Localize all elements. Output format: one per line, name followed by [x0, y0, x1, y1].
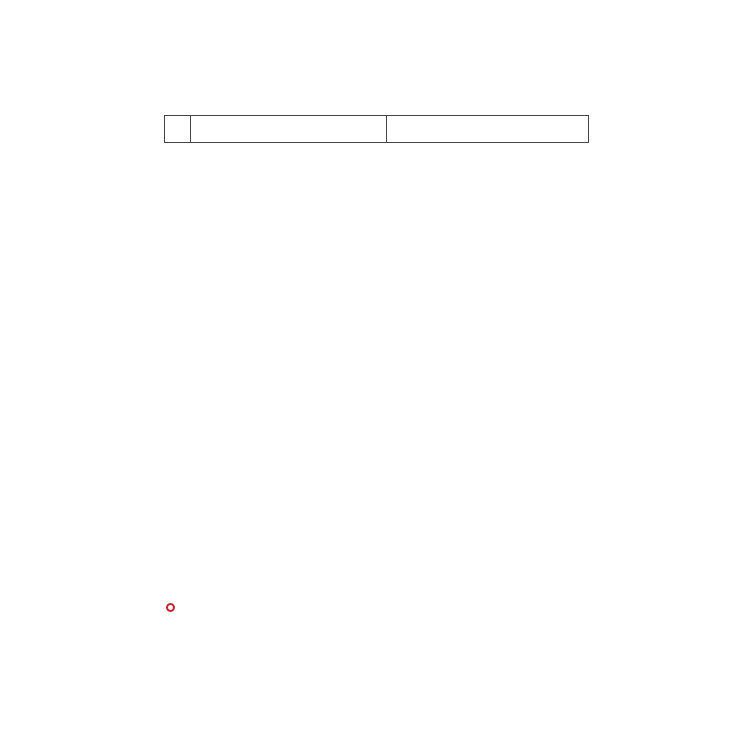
- table-header-row: [165, 116, 589, 143]
- note-city-marker: [164, 600, 177, 613]
- header-number: [165, 116, 191, 143]
- header-city: [387, 116, 589, 143]
- header-region: [191, 116, 387, 143]
- city-marker-icon: [166, 603, 175, 612]
- region-city-table: [164, 115, 589, 143]
- triangle-border-decoration: [98, 50, 598, 70]
